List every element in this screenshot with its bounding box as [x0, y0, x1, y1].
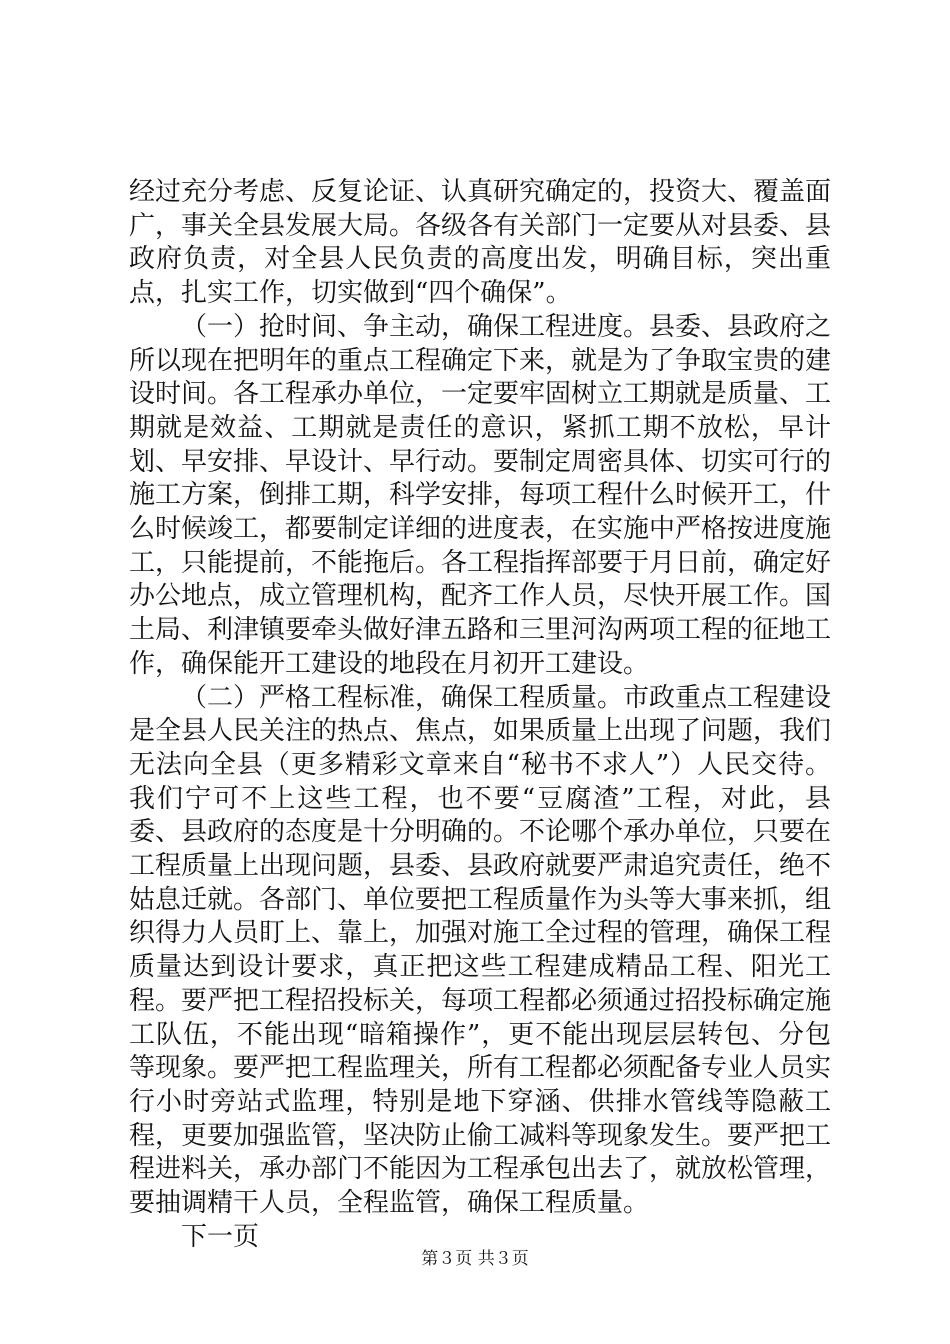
paragraph-section-one: （一）抢时间、争主动，确保工程进度。县委、县政府之所以现在把明年的重点工程确定下来，就是为了争取宝贵的建设时间。各工程承办单位，一定要牢固树立工期就是质量、工期就是效益、工期就是责任的意识，紧抓工期不放松，早计划、早安排、早设计、早行动。要制定周密具体、切实可行的施工方案，倒排工期，科学安排，每项工程什么时候开工，什么时候竣工，都要制定详细的进度表，在实施中严格按进度施工，只能提前，不能拖后。各工程指挥部要于月日前，确定好办公地点，成立管理机构，配齐工作人员，尽快开展工作。国土局、利津镇要牵头做好津五路和三里河沟两项工程的征地工作，确保能开工建设的地段在月初开工建设。 — [129, 311, 832, 679]
paragraph-section-two: （二）严格工程标准，确保工程质量。市政重点工程建设是全县人民关注的热点、焦点，如果质量上出现了问题，我们无法向全县（更多精彩文章来自“秘书不求人”）人民交待。我们宁可不上这些工程，也不要“豆腐渣”工程，对此，县委、县政府的态度是十分明确的。不论哪个承办单位，只要在工程质量上出现问题，县委、县政府就要严肃追究责任，绝不姑息迁就。各部门、单位要把工程质量作为头等大事来抓，组织得力人员盯上、靠上，加强对施工全过程的管理，确保工程质量达到设计要求，真正把这些工程建成精品工程、阳光工程。要严把工程招投标关，每项工程都必须通过招投标确定施工队伍，不能出现“暗箱操作”，更不能出现层层转包、分包等现象。要严把工程监理关，所有工程都必须配备专业人员实行小时旁站式监理，特别是地下穿涵、供排水管线等隐蔽工程，更要加强监管，坚决防止偷工减料等现象发生。要严把工程进料关，承办部门不能因为工程承包出去了，就放松管理，要抽调精干人员，全程监管，确保工程质量。 — [129, 682, 832, 1219]
paragraph-continuation: 经过充分考虑、反复论证、认真研究确定的，投资大、覆盖面广，事关全县发展大局。各级各有关部门一定要从对县委、县政府负责，对全县人民负责的高度出发，明确目标，突出重点，扎实工作，切实做到“四个确保”。 — [129, 177, 832, 309]
document-body — [129, 176, 831, 1255]
page-footer: 第３页 共３页 — [421, 1249, 529, 1269]
next-page-link[interactable]: 下一页 — [181, 1221, 260, 1252]
